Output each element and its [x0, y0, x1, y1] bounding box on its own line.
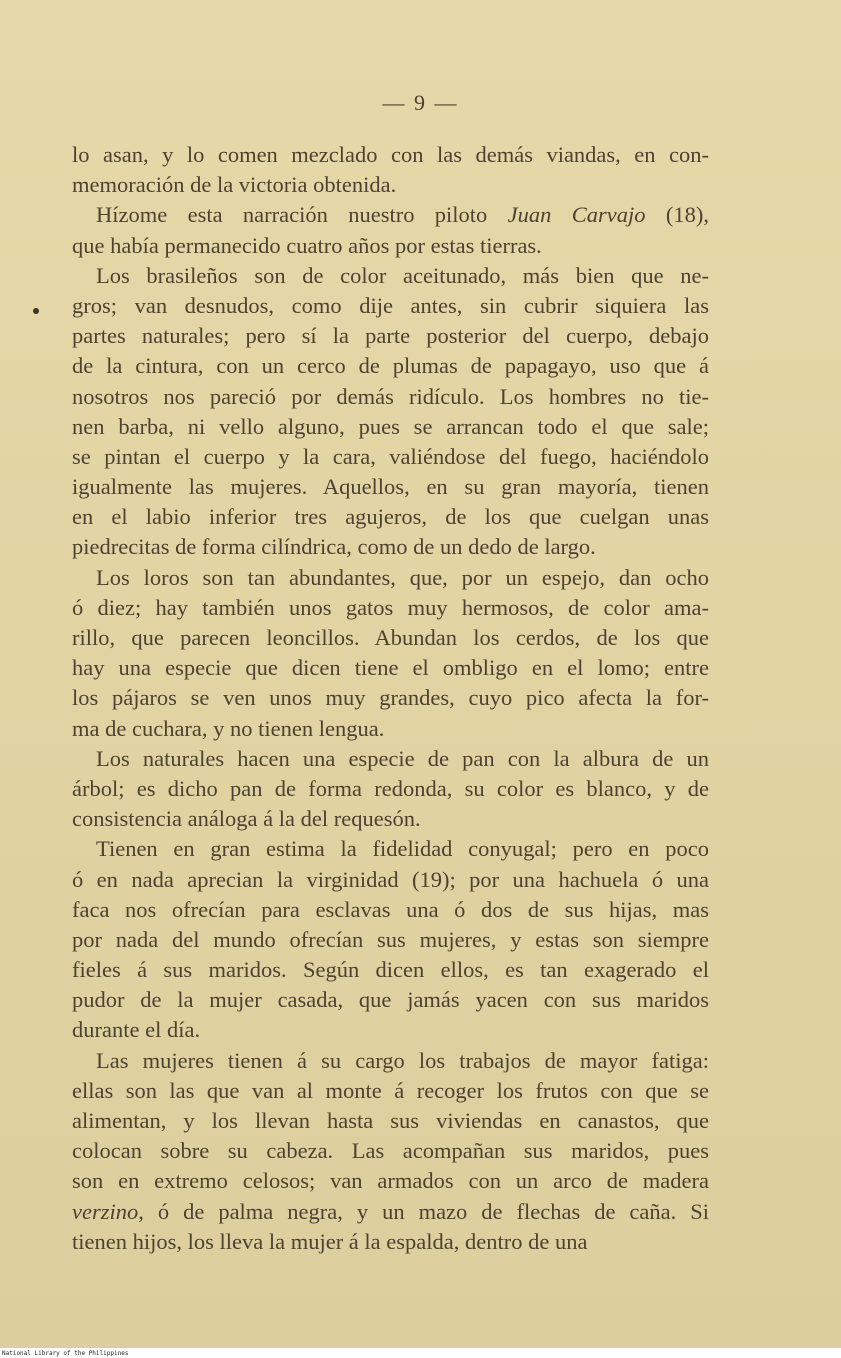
text-line [72, 865, 709, 895]
text-segment: , ó de palma negra, y un mazo de flechas de caña. Si [138, 1198, 709, 1224]
text-line [72, 412, 709, 442]
text-segment: lo asan, y lo comen mezclado con las demás viandas, en con- [72, 142, 709, 167]
text-segment: fieles á sus maridos. Según dicen ellos, es tan exagerado el [72, 957, 709, 983]
text-line [72, 804, 709, 834]
text-segment: ellas son las que van al monte á recoger los frutos con que se [72, 1077, 709, 1103]
text-line [72, 1166, 709, 1196]
text-segment: son en extremo celosos; van armados con un arco de madera [72, 1168, 709, 1194]
text-lines [72, 140, 709, 1257]
text-segment: gros; van desnudos, como dije antes, sin cubrir siquiera las [72, 292, 709, 318]
text-line [72, 231, 709, 261]
text-segment: Tienen en gran estima la fidelidad conyugal; pero en poco [96, 836, 709, 862]
text-line [72, 1197, 709, 1227]
text-segment: alimentan, y los llevan hasta sus viviendas en canastos, que [72, 1108, 709, 1133]
text-segment: colocan sobre su cabeza. Las acompañan sus maridos, pues [72, 1138, 709, 1164]
text-segment: Los naturales hacen una especie de pan con la albura de un [96, 745, 709, 771]
text-segment: rillo, que parecen leoncillos. Abundan los cerdos, de los que [72, 625, 709, 650]
text-segment: por nada del mundo ofrecían sus mujeres, y estas son siempre [72, 926, 709, 952]
text-line [72, 472, 709, 502]
text-line [72, 170, 709, 200]
text-line [72, 683, 709, 713]
text-segment: los pájaros se ven unos muy grandes, cuyo pico afecta la for- [72, 685, 709, 711]
text-line [72, 925, 709, 955]
text-line [72, 895, 709, 925]
text-line [72, 1015, 709, 1045]
text-line [72, 200, 709, 230]
text-line [72, 714, 709, 744]
text-line [72, 1076, 709, 1106]
text-segment: Hízome esta narración nuestro piloto [96, 202, 508, 228]
text-line [72, 1136, 709, 1166]
margin-ink-dot [33, 308, 39, 314]
text-line [72, 593, 709, 623]
text-segment: de la cintura, con un cerco de plumas de papagayo, uso que á [72, 353, 709, 379]
text-line [72, 351, 709, 381]
text-segment: piedrecitas de forma cilíndrica, como de un dedo de largo. [72, 534, 596, 560]
text-segment: pudor de la mujer casada, que jamás yacen con sus maridos [72, 987, 709, 1013]
text-segment: nen barba, ni vello alguno, pues se arrancan todo el que sale; [72, 413, 709, 439]
text-segment: se pintan el cuerpo y la cara, valiéndose del fuego, haciéndolo [72, 443, 709, 469]
text-line [72, 532, 709, 562]
text-segment: ma de cuchara, y no tienen lengua. [72, 715, 385, 741]
page-number: — 9 — [382, 90, 459, 115]
footer-credit: National Library of the Philippines [2, 1350, 129, 1357]
text-segment: memoración de la victoria obtenida. [72, 172, 397, 198]
text-line [72, 563, 709, 593]
text-line [72, 744, 709, 774]
text-segment: igualmente las mujeres. Aquellos, en su gran mayoría, tienen [72, 474, 709, 500]
text-segment: Los loros son tan abundantes, que, por un espejo, dan ocho [96, 564, 709, 590]
text-line [72, 1106, 709, 1136]
text-line [72, 1227, 709, 1257]
text-line [72, 261, 709, 291]
text-segment: Los brasileños son de color aceitunado, más bien que ne- [96, 262, 709, 288]
body-text [72, 140, 709, 1257]
text-segment: consistencia análoga á la del requesón. [72, 806, 421, 832]
text-line [72, 985, 709, 1015]
text-line [72, 502, 709, 532]
text-line [72, 955, 709, 985]
text-segment: durante el día. [72, 1017, 201, 1043]
text-line [72, 321, 709, 351]
text-line [72, 623, 709, 653]
text-segment: ó en nada aprecian la virginidad (19); por una hachuela ó una [72, 866, 709, 892]
text-line [72, 1046, 709, 1076]
text-segment: (18), [645, 202, 709, 228]
text-segment: nosotros nos pareció por demás ridículo. Los hombres no tie- [72, 383, 709, 409]
text-segment: hay una especie que dicen tiene el ombligo en el lomo; entre [72, 655, 709, 681]
text-line [72, 774, 709, 804]
text-line [72, 140, 709, 170]
text-line [72, 382, 709, 412]
italic-text: verzino [72, 1198, 139, 1224]
text-segment: ó diez; hay también unos gatos muy hermosos, de color ama- [72, 594, 709, 620]
text-segment: faca nos ofrecían para esclavas una ó dos de sus hijas, mas [72, 896, 709, 922]
text-segment: que había permanecido cuatro años por estas tierras. [72, 232, 542, 258]
text-segment: tienen hijos, los lleva la mujer á la espalda, dentro de una [72, 1228, 588, 1254]
text-line [72, 834, 709, 864]
text-line [72, 442, 709, 472]
text-segment: partes naturales; pero sí la parte posterior del cuerpo, debajo [72, 323, 709, 349]
text-line [72, 291, 709, 321]
italic-text: Juan Carvajo [507, 202, 646, 228]
text-line [72, 653, 709, 683]
text-segment: en el labio inferior tres agujeros, de los que cuelgan unas [72, 504, 709, 530]
text-segment: árbol; es dicho pan de forma redonda, su color es blanco, y de [72, 775, 709, 801]
text-segment: Las mujeres tienen á su cargo los trabajos de mayor fatiga: [96, 1047, 709, 1073]
